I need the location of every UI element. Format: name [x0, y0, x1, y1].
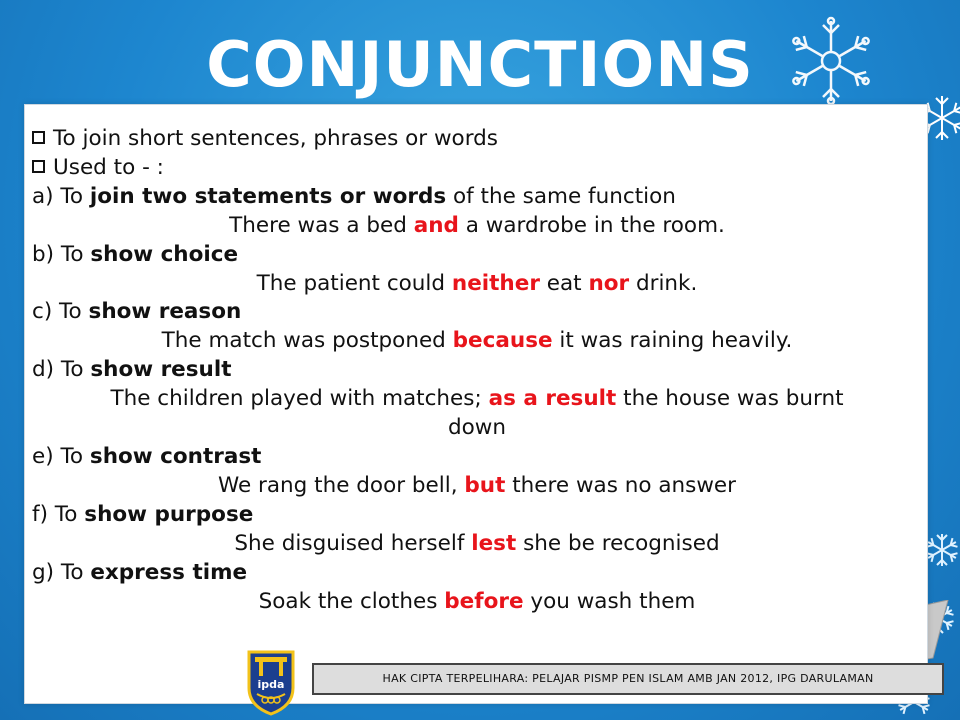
conjunction-keyword: but — [464, 472, 506, 498]
example-sentence: The children played with matches; as a result the house was burnt — [110, 386, 844, 412]
conjunction-keyword: nor — [588, 270, 630, 296]
conjunction-keyword: lest — [471, 530, 517, 556]
example-sentence: She disguised herself lest she be recognised — [234, 530, 720, 556]
conjunction-keyword: neither — [451, 270, 540, 296]
usage-heading: c) To show reason — [32, 299, 242, 325]
checkbox-bullet-icon — [32, 131, 45, 144]
usage-heading: f) To show purpose — [32, 501, 254, 527]
svg-text:ipda: ipda — [257, 678, 285, 691]
copyright-footer: HAK CIPTA TERPELIHARA: PELAJAR PISMP PEN ISLAM AMB JAN 2012, IPG DARULAMAN — [312, 663, 944, 695]
example-sentence: Soak the clothes before you wash them — [258, 588, 696, 614]
usage-heading: a) To join two statements or words of the same function — [32, 183, 676, 209]
usage-heading: d) To show result — [32, 357, 232, 383]
bullet-item: Used to - : — [32, 154, 922, 183]
example-sentence: The match was postponed because it was raining heavily. — [161, 328, 793, 354]
content-body — [32, 125, 922, 616]
institution-logo — [246, 648, 296, 716]
snowflake-icon — [924, 530, 960, 570]
example-sentence: The patient could neither eat nor drink. — [256, 270, 698, 296]
example-sentence: There was a bed and a wardrobe in the room. — [229, 212, 725, 238]
checkbox-bullet-icon — [32, 160, 45, 173]
conjunction-keyword: before — [444, 588, 524, 614]
example-sentence-continued: down — [447, 415, 506, 441]
conjunction-keyword: and — [413, 212, 459, 238]
usage-heading: e) To show contrast — [32, 443, 262, 469]
usage-heading: g) To express time — [32, 559, 248, 585]
usage-heading: b) To show choice — [32, 241, 239, 267]
conjunction-keyword: as a result — [488, 386, 617, 412]
example-sentence: We rang the door bell, but there was no answer — [217, 472, 737, 498]
slide-title: CONJUNCTIONS — [206, 28, 754, 101]
conjunction-keyword: because — [452, 328, 553, 354]
bullet-item: To join short sentences, phrases or words — [32, 125, 922, 154]
